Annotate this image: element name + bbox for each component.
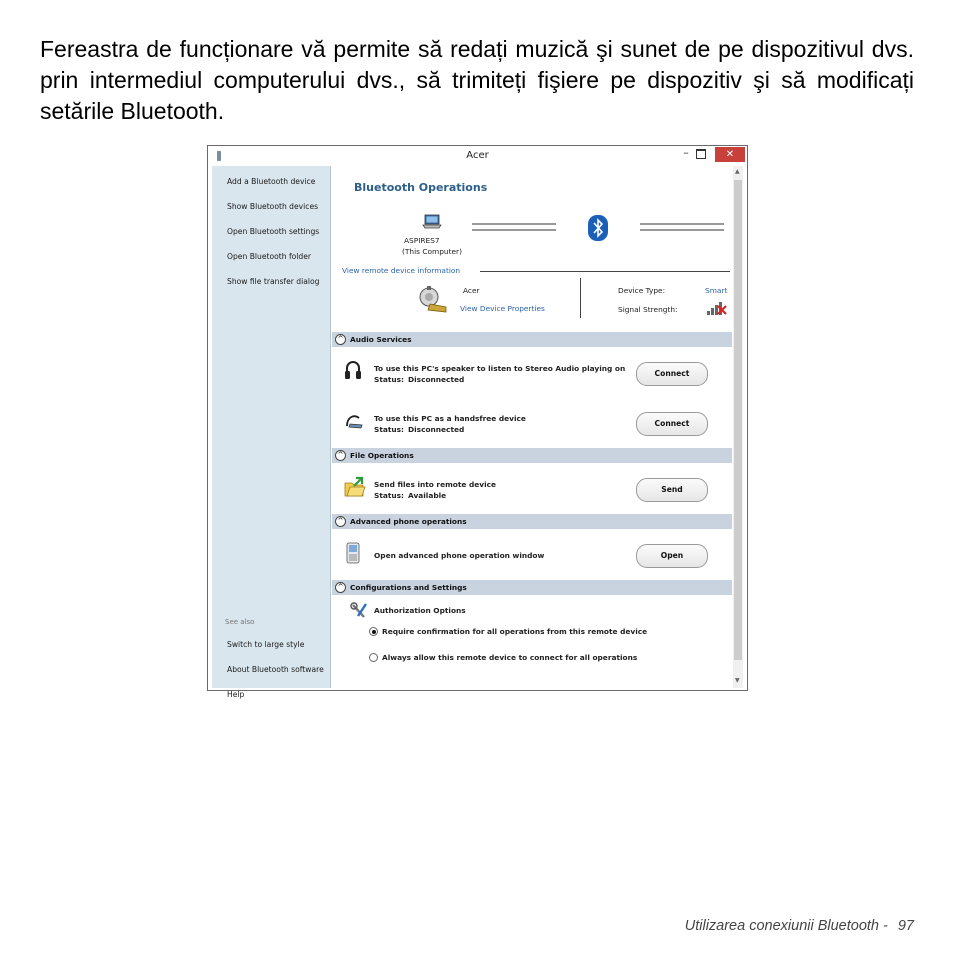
window-title: Acer [466, 150, 489, 161]
open-phone-window-button[interactable]: Open [636, 544, 708, 568]
file-operations-label: File Operations [350, 451, 414, 460]
page-number: 97 [897, 918, 914, 934]
collapse-phone-icon[interactable]: ^ [335, 516, 346, 527]
headphones-icon [344, 360, 362, 382]
scroll-down-arrow-icon[interactable]: ▼ [735, 677, 740, 684]
page-footer [685, 918, 914, 934]
collapse-config-icon[interactable]: ^ [335, 582, 346, 593]
handsfree-connect-button[interactable]: Connect [636, 412, 708, 436]
scrollbar-thumb[interactable] [734, 180, 742, 660]
close-button[interactable]: ✕ [715, 147, 745, 162]
handsfree-desc: To use this PC as a handsfree device [374, 414, 526, 423]
phone-operations-desc: Open advanced phone operation window [374, 551, 545, 560]
signal-strength-icon [706, 300, 728, 316]
sidebar-add-device[interactable]: Add a Bluetooth device [227, 177, 316, 186]
bluetooth-icon [587, 214, 609, 242]
configurations-label: Configurations and Settings [350, 583, 467, 592]
file-operations-bar[interactable] [332, 448, 732, 463]
connection-line-left [470, 222, 560, 234]
maximize-button[interactable] [696, 149, 706, 159]
device-type-label: Device Type: [618, 286, 666, 295]
divider-line [480, 271, 730, 272]
phone-operations-label: Advanced phone operations [350, 517, 467, 526]
laptop-icon [422, 214, 442, 230]
device-info-separator [580, 278, 581, 318]
send-files-folder-icon [344, 476, 366, 498]
sidebar-open-folder[interactable]: Open Bluetooth folder [227, 252, 312, 261]
minimize-button[interactable]: – [683, 146, 689, 159]
intro-paragraph: Fereastra de funcționare vă permite să redați muzică şi sunet de pe dispozitivul dvs. prin intermediul computerului dvs., să trimiteți fişiere pe dispozitiv şi să modificați setările Bluetooth. [40, 36, 914, 124]
bluetooth-window [207, 145, 748, 699]
handsfree-headset-icon [344, 412, 364, 430]
computer-name: ASPIRES7 [404, 236, 440, 245]
mobile-phone-icon [346, 542, 360, 564]
connection-line-right [638, 222, 728, 234]
device-type-value: Smart [705, 286, 728, 295]
authorization-options-title: Authorization Options [374, 606, 466, 615]
remote-device-icon [416, 284, 450, 314]
send-files-desc: Send files into remote device [374, 480, 497, 489]
send-status-label: Status: [374, 491, 404, 500]
operations-panel [332, 166, 732, 688]
handsfree-status-value: Disconnected [408, 425, 465, 434]
configurations-bar[interactable] [332, 580, 732, 595]
sidebar-about-software[interactable]: About Bluetooth software [227, 665, 324, 674]
radio-always-allow[interactable] [369, 653, 378, 662]
option-always-allow: Always allow this remote device to connect for all operations [382, 653, 638, 662]
computer-caption: (This Computer) [402, 247, 462, 256]
sidebar-open-settings[interactable]: Open Bluetooth settings [227, 227, 320, 236]
stereo-audio-desc: To use this PC's speaker to listen to Stereo Audio playing on [374, 364, 626, 373]
device-properties-link[interactable]: View Device Properties [460, 304, 545, 313]
sidebar-help[interactable]: Help [227, 690, 245, 699]
radio-require-confirmation[interactable] [369, 627, 378, 636]
audio-services-label: Audio Services [350, 335, 412, 344]
remote-device-info-link[interactable]: View remote device information [342, 266, 461, 275]
collapse-audio-icon[interactable]: ^ [335, 334, 346, 345]
option-require-confirmation: Require confirmation for all operations from this remote device [382, 627, 648, 636]
authorization-tools-icon [350, 602, 370, 620]
phone-operations-bar[interactable] [332, 514, 732, 529]
send-button[interactable]: Send [636, 478, 708, 502]
sidebar-large-style[interactable]: Switch to large style [227, 640, 305, 649]
sidebar [212, 166, 331, 699]
sidebar-show-devices[interactable]: Show Bluetooth devices [227, 202, 319, 211]
title-bar [208, 146, 747, 166]
scroll-up-arrow-icon[interactable]: ▲ [735, 168, 740, 175]
see-also-label: See also [225, 618, 255, 626]
footer-section-title: Utilizarea conexiunii Bluetooth - [684, 918, 888, 934]
send-status-value: Available [408, 491, 447, 500]
collapse-files-icon[interactable]: ^ [335, 450, 346, 461]
stereo-status-label: Status: [374, 375, 404, 384]
operations-heading: Bluetooth Operations [354, 181, 488, 194]
vertical-scrollbar[interactable] [733, 166, 743, 688]
audio-services-bar[interactable] [332, 332, 732, 347]
stereo-status-value: Disconnected [408, 375, 465, 384]
stereo-connect-button[interactable]: Connect [636, 362, 708, 386]
device-name: Acer [463, 286, 480, 295]
signal-strength-label: Signal Strength: [618, 305, 678, 314]
handsfree-status-label: Status: [374, 425, 404, 434]
sidebar-file-transfer[interactable]: Show file transfer dialog [227, 277, 320, 286]
